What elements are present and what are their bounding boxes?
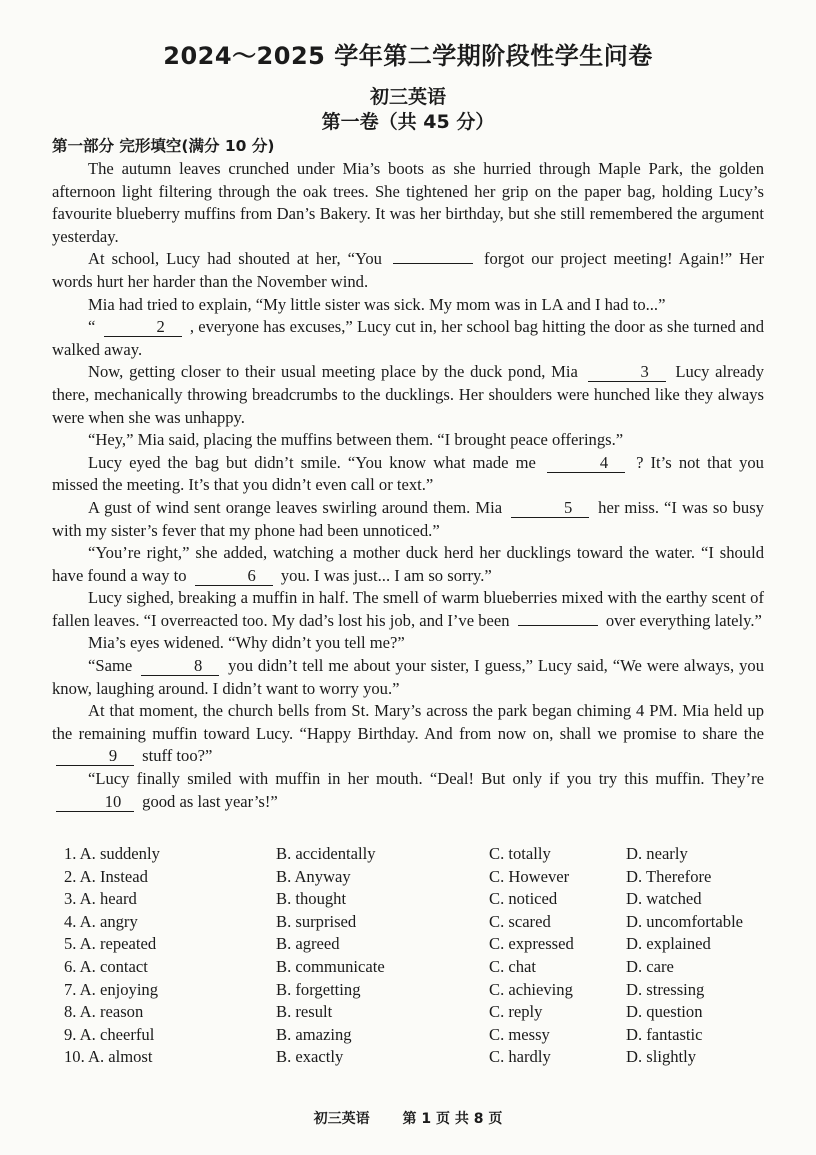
option-b[interactable]: B. communicate [276, 956, 385, 976]
option-b[interactable]: B. result [276, 1002, 333, 1022]
passage-text: forgot our project meeting! Again!” Her words hurt her harder than the November wind. [52, 249, 765, 291]
option-b[interactable]: B. Anyway [276, 866, 351, 886]
passage-paragraph [52, 542, 764, 587]
option-c[interactable]: C. messy [489, 1024, 550, 1044]
cloze-blank[interactable] [518, 625, 598, 626]
passage-paragraph [52, 452, 764, 497]
passage-text: good as last year’s!” [138, 791, 278, 811]
passage-text: “Hey,” Mia said, placing the muffins between them. “I brought peace offerings.” [88, 430, 624, 450]
passage-text: Mia had tried to explain, “My little sister was sick. My mom was in LA and I had to...” [88, 294, 666, 314]
cloze-blank[interactable]: 5 [511, 499, 589, 518]
exam-title: 2024～2025 学年第二学期阶段性学生问卷 [163, 42, 653, 70]
option-b[interactable]: B. thought [276, 889, 347, 909]
passage-text: The autumn leaves crunched under Mia’s boots as she hurried through Maple Park, the golden afternoon light filtering through the oak trees. She tightened her grip on the paper bag, holding Lucy’s favourite blueberry muffins from Dan’s Bakery. It was her birthday, but she still remembered the argument yesterday. [52, 159, 764, 246]
passage-text: “Same [88, 656, 138, 676]
passage-paragraph [52, 248, 764, 293]
option-c[interactable]: C. reply [489, 1002, 543, 1022]
option-a[interactable]: 7. A. enjoying [64, 979, 159, 999]
option-c[interactable]: C. However [489, 866, 570, 886]
passage-text: At school, Lucy had shouted at her, “You [88, 249, 389, 269]
option-a[interactable]: 10. A. almost [64, 1047, 153, 1067]
option-d[interactable]: D. nearly [626, 844, 688, 863]
option-row [64, 979, 764, 1002]
cloze-passage [52, 158, 764, 813]
footer-subject: 初三英语 [313, 1111, 370, 1127]
passage-text: you. I was just... I am so sorry.” [276, 565, 492, 585]
option-a[interactable]: 4. A. angry [64, 911, 138, 931]
passage-paragraph [52, 429, 764, 452]
option-row [64, 933, 764, 956]
volume-heading: 第一卷（共 45 分） [321, 111, 495, 133]
option-d[interactable]: D. fantastic [626, 1024, 703, 1044]
option-a[interactable]: 5. A. repeated [64, 934, 157, 954]
option-d[interactable]: D. explained [626, 934, 711, 954]
option-row [64, 1001, 764, 1024]
option-b[interactable]: B. accidentally [276, 844, 376, 863]
option-d[interactable]: D. stressing [626, 979, 705, 999]
passage-text: “ [88, 317, 100, 337]
cloze-blank[interactable]: 3 [588, 363, 666, 382]
passage-text: A gust of wind sent orange leaves swirling around them. Mia [88, 497, 508, 517]
passage-paragraph [52, 497, 764, 542]
passage-text: Lucy already there, mechanically throwing breadcrumbs to the ducklings. Her shoulders were hunched like they always were when she was unhappy. [52, 362, 764, 427]
option-d[interactable]: D. question [626, 1002, 703, 1022]
option-d[interactable]: D. Therefore [626, 866, 712, 886]
passage-paragraph [52, 768, 764, 813]
passage-text: Mia’s eyes widened. “Why didn’t you tell me?” [88, 633, 405, 653]
option-a[interactable]: 8. A. reason [64, 1002, 144, 1022]
passage-text: you didn’t tell me about your sister, I guess,” Lucy said, “We were always, you know, laughing around. I didn’t want to worry you.” [52, 656, 764, 698]
option-c[interactable]: C. hardly [489, 1047, 551, 1067]
cloze-blank[interactable] [393, 263, 473, 264]
passage-text: Lucy sighed, breaking a muffin in half. The smell of warm blueberries mixed with the earthy scent of fallen leaves. “I overreacted too. My dad’s lost his job, and I’ve been [52, 588, 764, 630]
passage-text: her miss. “I was so busy with my sister’s fever that my phone had been unnoticed.” [52, 497, 764, 540]
footer-page-number: 第 1 页 共 8 页 [402, 1111, 503, 1127]
option-c[interactable]: C. achieving [489, 979, 573, 999]
option-a[interactable]: 6. A. contact [64, 956, 148, 976]
option-d[interactable]: D. slightly [626, 1047, 697, 1067]
passage-paragraph [52, 632, 764, 655]
passage-paragraph [52, 587, 764, 632]
passage-paragraph [52, 361, 764, 429]
option-d[interactable]: D. care [626, 956, 674, 976]
passage-paragraph [52, 700, 764, 768]
option-b[interactable]: B. forgetting [276, 979, 361, 999]
passage-text: stuff too?” [138, 746, 213, 766]
passage-paragraph [52, 294, 764, 317]
option-b[interactable]: B. agreed [276, 934, 340, 954]
option-row [64, 956, 764, 979]
option-d[interactable]: D. watched [626, 889, 702, 909]
option-a[interactable]: 9. A. cheerful [64, 1024, 155, 1044]
cloze-blank[interactable]: 8 [141, 657, 219, 676]
cloze-blank[interactable]: 10 [56, 793, 134, 812]
section-heading: 第一部分 完形填空(满分 10 分) [52, 137, 275, 155]
option-b[interactable]: B. exactly [276, 1047, 344, 1067]
option-row [64, 1024, 764, 1047]
option-c[interactable]: C. noticed [489, 889, 558, 909]
cloze-blank[interactable]: 6 [195, 567, 273, 586]
option-a[interactable]: 3. A. heard [64, 889, 137, 909]
option-row [64, 911, 764, 934]
passage-text: , everyone has excuses,” Lucy cut in, her school bag hitting the door as she turned and walked away. [52, 317, 764, 359]
passage-paragraph [52, 316, 764, 361]
option-row [64, 843, 764, 866]
passage-text: ? It’s not that you missed the meeting. It’s that you didn’t even call or text.” [52, 452, 764, 495]
option-b[interactable]: B. amazing [276, 1024, 352, 1044]
passage-text: “You’re right,” she added, watching a mother duck herd her ducklings toward the water. “I should have found a way to [52, 543, 764, 585]
option-c[interactable]: C. totally [489, 844, 551, 863]
option-row [64, 866, 764, 889]
option-a[interactable]: 2. A. Instead [64, 866, 148, 886]
answer-options [64, 843, 764, 1069]
option-d[interactable]: D. uncomfortable [626, 911, 744, 931]
option-a[interactable]: 1. A. suddenly [64, 844, 160, 863]
passage-text: Lucy eyed the bag but didn’t smile. “You know what made me [88, 452, 543, 472]
page-footer [0, 1108, 816, 1128]
passage-text: Now, getting closer to their usual meeting place by the duck pond, Mia [88, 362, 584, 382]
cloze-blank[interactable]: 9 [56, 747, 134, 766]
option-b[interactable]: B. surprised [276, 911, 357, 931]
passage-text: At that moment, the church bells from St. Mary’s across the park began chiming 4 PM. Mia held up the remaining muffin toward Lucy. “Happy Birthday. And from now on, shall we promise to share the [52, 701, 764, 743]
passage-paragraph [52, 655, 764, 700]
passage-paragraph [52, 158, 764, 248]
option-row [64, 1046, 764, 1069]
passage-text: “Lucy finally smiled with muffin in her mouth. “Deal! But only if you try this muffin. They’re [88, 769, 764, 789]
option-c[interactable]: C. expressed [489, 934, 574, 954]
option-row [64, 888, 764, 911]
subject-heading: 初三英语 [369, 86, 446, 108]
option-c[interactable]: C. chat [489, 956, 537, 976]
cloze-blank[interactable]: 4 [547, 454, 625, 473]
passage-text: over everything lately.” [601, 610, 762, 630]
cloze-blank[interactable]: 2 [104, 318, 182, 337]
option-c[interactable]: C. scared [489, 911, 551, 931]
